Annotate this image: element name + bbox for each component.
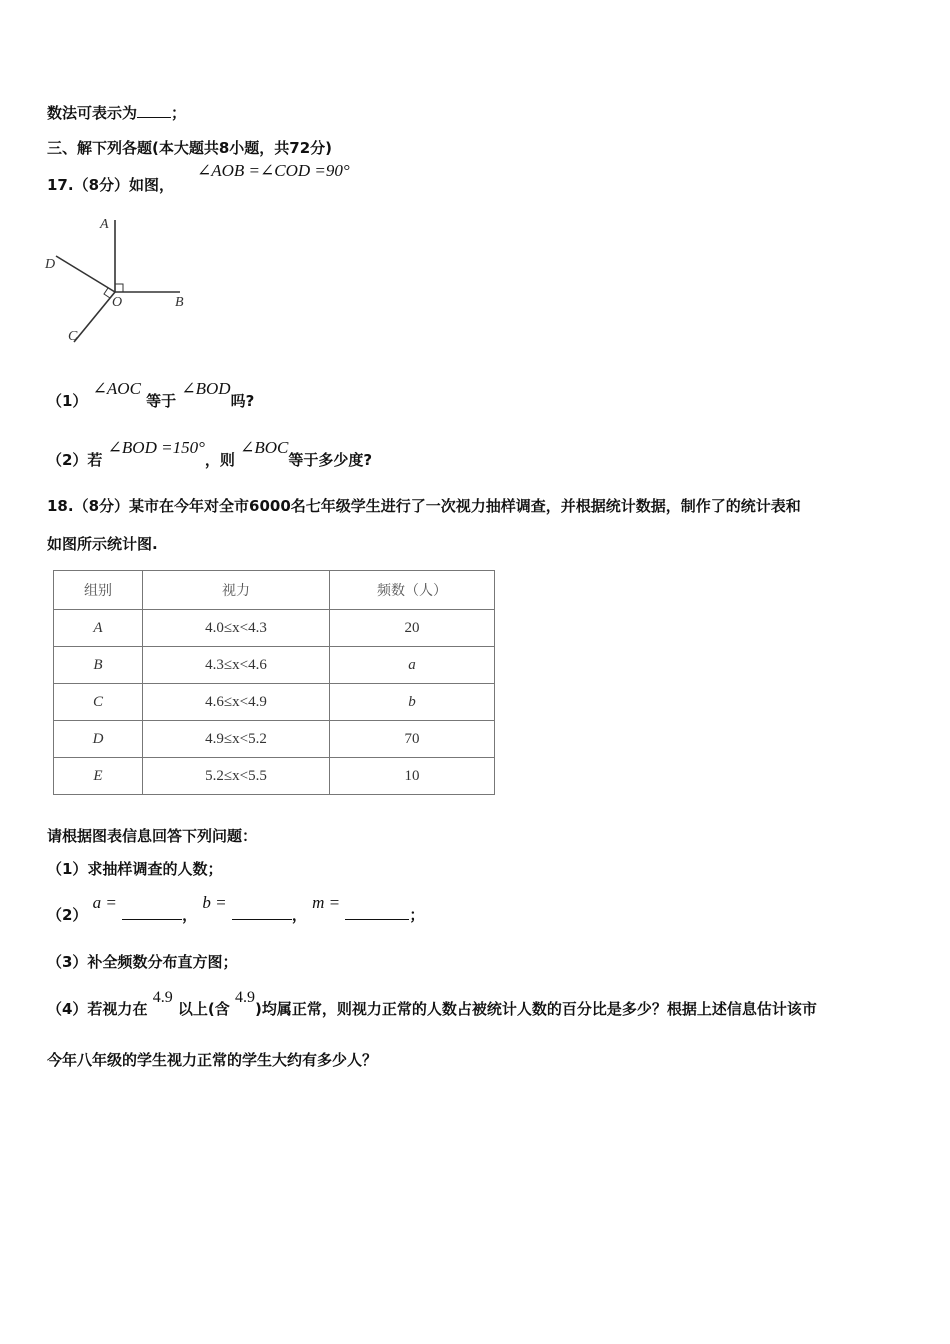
separator: ， — [182, 906, 198, 924]
cell-group: A — [54, 610, 143, 647]
variable-a: a = — [92, 893, 117, 912]
question-18-part-4-line-2: 今年八年级的学生视力正常的学生大约有多少人？ — [47, 1051, 378, 1069]
cell-group: C — [54, 684, 143, 721]
part-2-number: （2） — [47, 906, 88, 924]
cell-range: 4.0≤x<4.3 — [143, 610, 330, 647]
question-18-line-2: 如图所示统计图. — [47, 535, 158, 553]
question-18-prompt: 请根据图表信息回答下列问题： — [47, 827, 258, 845]
table-header-row — [54, 571, 495, 610]
answer-blank[interactable] — [137, 103, 171, 118]
question-17-part-2 — [47, 438, 373, 469]
part-2-end: ； — [409, 906, 425, 924]
cell-frequency: 20 — [330, 610, 495, 647]
part-2-number: （2）若 — [47, 451, 103, 469]
value-4-9-second: 4.9 — [235, 989, 256, 1006]
question-18-part-4 — [47, 989, 817, 1019]
cell-frequency: 70 — [330, 721, 495, 758]
cell-range: 4.9≤x<5.2 — [143, 721, 330, 758]
header-vision: 视力 — [143, 571, 330, 610]
part-1-number: （1） — [47, 392, 88, 410]
label-c: C — [68, 329, 78, 344]
part-1-tail: 吗? — [230, 392, 255, 410]
part-2-tail: 等于多少度? — [288, 451, 373, 469]
label-d: D — [45, 257, 56, 272]
question-17-part-1 — [47, 379, 255, 410]
prev-question-text: 数法可表示为 — [47, 104, 138, 122]
cell-range: 4.6≤x<4.9 — [143, 684, 330, 721]
cell-group: D — [54, 721, 143, 758]
part-4-number: （4）若视力在 — [47, 1000, 148, 1018]
question-18-part-2 — [47, 893, 425, 924]
variable-m: m = — [312, 893, 341, 912]
cell-range: 5.2≤x<5.5 — [143, 758, 330, 795]
cell-frequency: b — [330, 684, 495, 721]
part-4-mid: 以上(含 — [177, 1000, 230, 1018]
prev-question-end: ； — [171, 104, 187, 122]
angle-boc: ∠BOC — [240, 438, 289, 457]
separator: ， — [291, 906, 307, 924]
ray-oc — [74, 292, 115, 342]
answer-blank-m[interactable] — [345, 905, 409, 920]
prev-question-tail — [47, 103, 186, 122]
question-18-part-1: （1）求抽样调查的人数； — [47, 860, 223, 878]
label-b: B — [175, 295, 184, 310]
table-row — [54, 610, 495, 647]
cell-group: B — [54, 647, 143, 684]
question-18-part-3: （3）补全频数分布直方图； — [47, 953, 238, 971]
table-row — [54, 684, 495, 721]
right-angle-mark-aob — [115, 284, 123, 292]
right-angle-mark-cod — [104, 288, 110, 298]
ray-od — [56, 256, 115, 292]
question-18-line-1: 18.（8分）某市在今年对全市6000名七年级学生进行了一次视力抽样调查，并根据统计数据，制作了的统计表和 — [47, 497, 801, 515]
label-o: O — [112, 295, 123, 310]
cell-frequency: 10 — [330, 758, 495, 795]
angle-bod: ∠BOD — [181, 379, 231, 398]
table-row — [54, 758, 495, 795]
header-frequency: 频数（人） — [330, 571, 495, 610]
table-row — [54, 647, 495, 684]
answer-blank-a[interactable] — [122, 905, 182, 920]
cell-frequency: a — [330, 647, 495, 684]
answer-blank-b[interactable] — [232, 905, 292, 920]
statistics-table — [53, 570, 495, 795]
angle-figure — [40, 210, 200, 350]
header-group: 组别 — [54, 571, 143, 610]
table-row — [54, 721, 495, 758]
label-a: A — [100, 217, 109, 232]
variable-b: b = — [202, 893, 227, 912]
part-4-tail: )均属正常，则视力正常的人数占被统计人数的百分比是多少？根据上述信息估计该市 — [255, 1000, 817, 1018]
angle-bod-150: ∠BOD =150° — [107, 438, 205, 457]
question-17-label: 17.（8分）如图， — [47, 176, 175, 194]
value-4-9-first: 4.9 — [152, 989, 173, 1006]
angle-aoc: ∠AOC — [92, 379, 141, 398]
cell-group: E — [54, 758, 143, 795]
section-title: 三、解下列各题(本大题共8小题，共72分) — [47, 139, 333, 157]
cell-range: 4.3≤x<4.6 — [143, 647, 330, 684]
part-1-mid: 等于 — [146, 392, 177, 410]
question-17-given: ∠AOB =∠COD =90° — [197, 161, 350, 180]
part-2-mid: ，则 — [204, 451, 235, 469]
